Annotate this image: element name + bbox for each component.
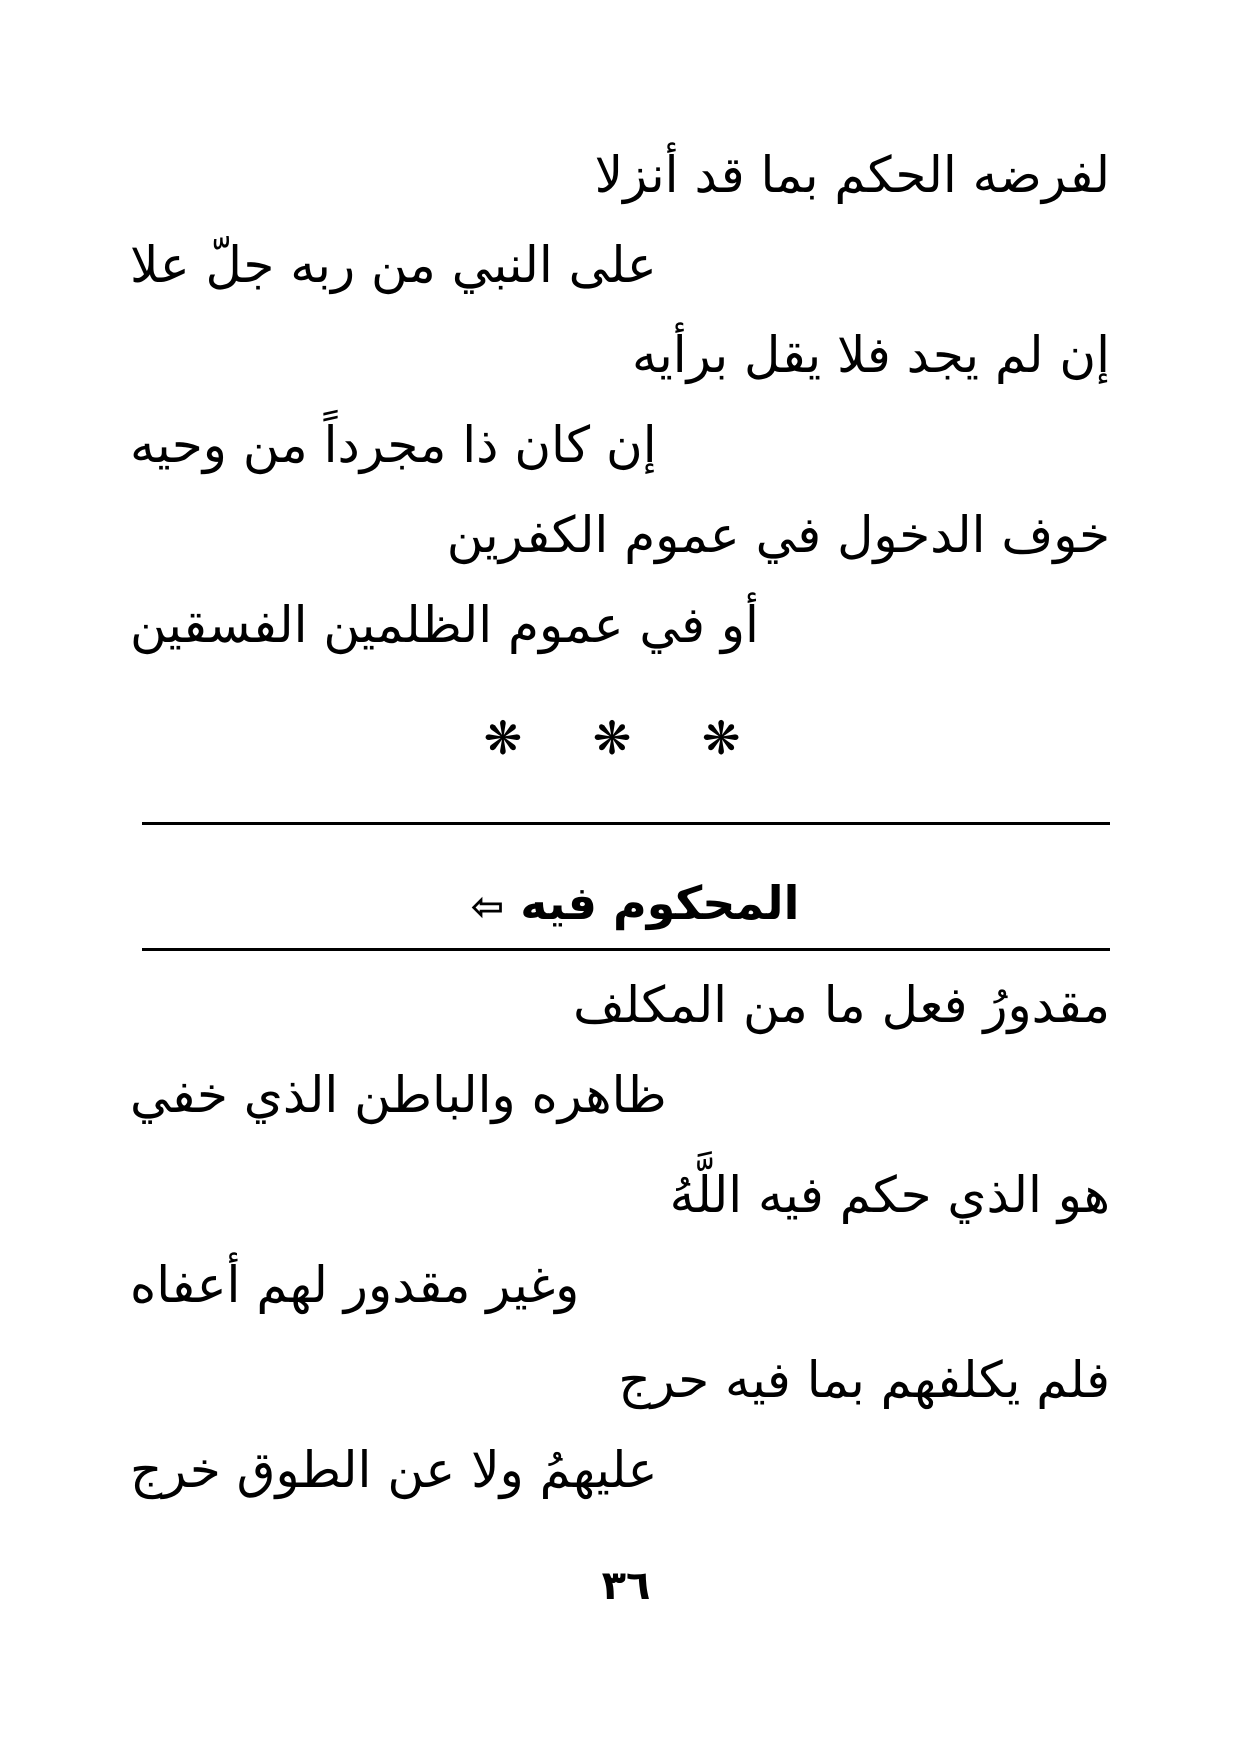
verse-line: خوف الدخول في عموم الكفرين [446, 506, 1110, 564]
heading-rule-bottom [142, 948, 1110, 951]
verse-line: هو الذي حكم فيه اللَّهُ [669, 1166, 1110, 1224]
verse-line: أو في عموم الظلمين الفسقين [130, 596, 759, 654]
verse-line: عليهمُ ولا عن الطوق خرج [130, 1441, 658, 1499]
section-heading [0, 868, 1252, 942]
verse-5 [130, 1155, 1110, 1314]
heading-title: المحكوم فيه [520, 876, 800, 930]
verse-line: لفرضه الحكم بما قد أنزلا [594, 146, 1110, 204]
verse-line: وغير مقدور لهم أعفاه [130, 1256, 580, 1314]
verse-line: فلم يكلفهم بما فيه حرج [618, 1351, 1110, 1409]
verse-1 [130, 135, 1110, 294]
verse-line: إن لم يجد فلا يقل برأيه [632, 326, 1110, 384]
section-separator: ❋ ❋ ❋ [483, 711, 769, 765]
verse-6 [130, 1340, 1110, 1499]
heading-rule-top [142, 822, 1110, 825]
verse-3 [130, 495, 1110, 654]
verse-line: على النبي من ربه جلّ علا [130, 236, 657, 294]
page-number: ٣٦ [601, 1563, 651, 1609]
verse-line: إن كان ذا مجرداً من وحيه [130, 416, 657, 474]
verse-line: ظاهره والباطن الذي خفي [130, 1066, 667, 1124]
verse-line: مقدورُ فعل ما من المكلف [573, 976, 1110, 1034]
verse-4 [130, 965, 1110, 1124]
arrow-left-icon: ⇦ [470, 883, 505, 930]
verse-2 [130, 315, 1110, 474]
